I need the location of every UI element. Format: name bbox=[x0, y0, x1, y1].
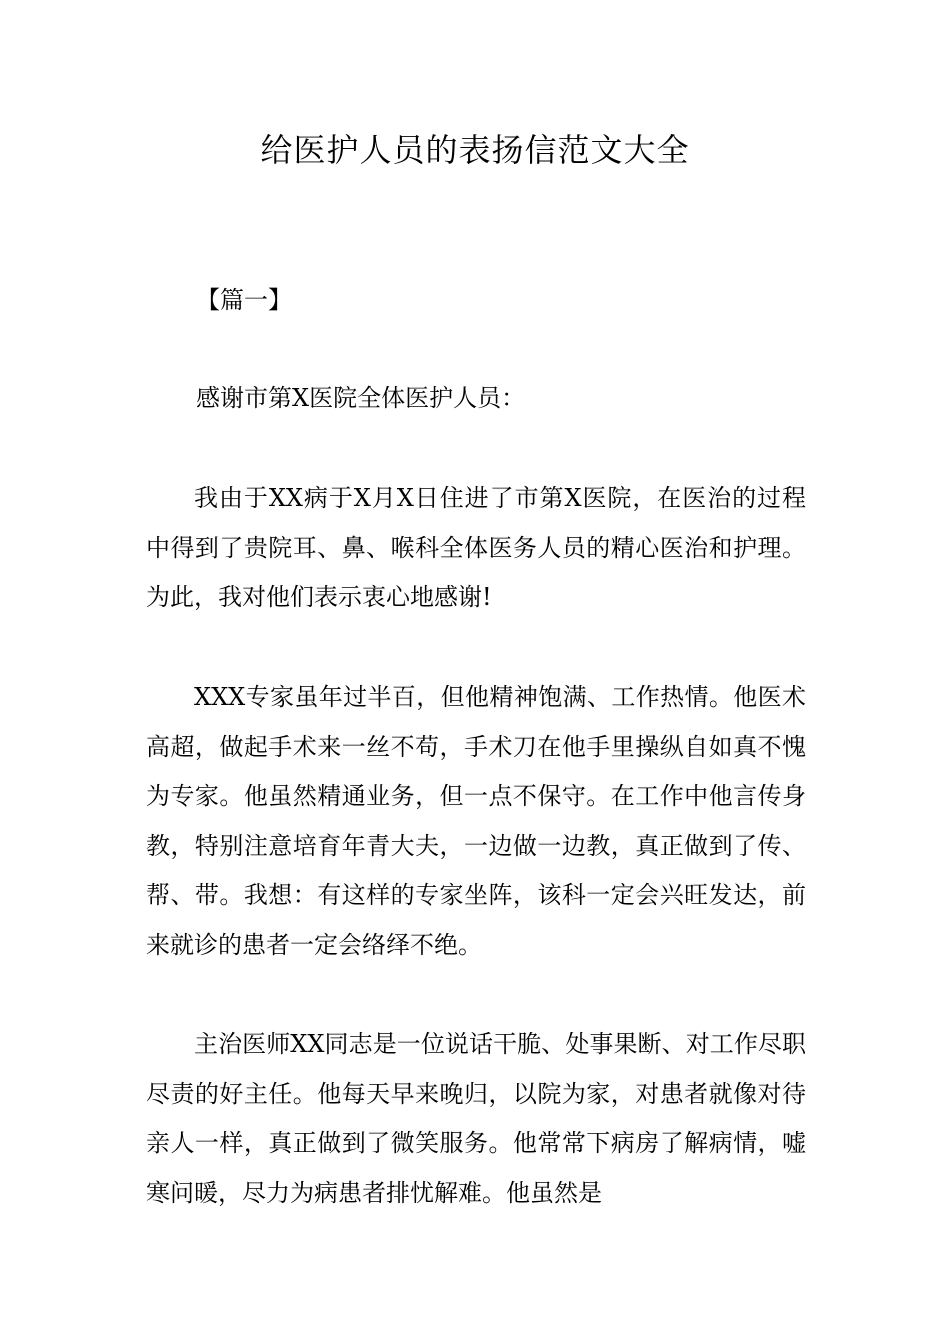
salutation: 感谢市第X医院全体医护人员： bbox=[196, 384, 526, 412]
body-paragraph: 主治医师XX同志是一位说话干脆、处事果断、对工作尽职尽责的好主任。他每天早来晚归，以院为家，对患者就像对待亲人一样，真正做到了微笑服务。他常常下病房了解病情，嘘寒问暖，尽力为病患者排忧解难。他虽然是 bbox=[146, 1030, 806, 1207]
page-title: 给医护人员的表扬信范文大全 bbox=[260, 131, 690, 169]
body-paragraph: XXX专家虽年过半百，但他精神饱满、工作热情。他医术高超，做起手术来一丝不苟，手术刀在他手里操纵自如真不愧为专家。他虽然精通业务，但一点不保守。在工作中他言传身教，特别注意培育年青大夫，一边做一边教，真正做到了传、帮、带。我想：有这样的专家坐阵，该科一定会兴旺发达，前来就诊的患者一定会络绎不绝。 bbox=[146, 683, 806, 959]
section-label: 【篇一】 bbox=[196, 286, 292, 314]
body-paragraph: 我由于XX病于X月X日住进了市第X医院，在医治的过程中得到了贵院耳、鼻、喉科全体医务人员的精心医治和护理。为此，我对他们表示衷心地感谢! bbox=[146, 484, 806, 611]
